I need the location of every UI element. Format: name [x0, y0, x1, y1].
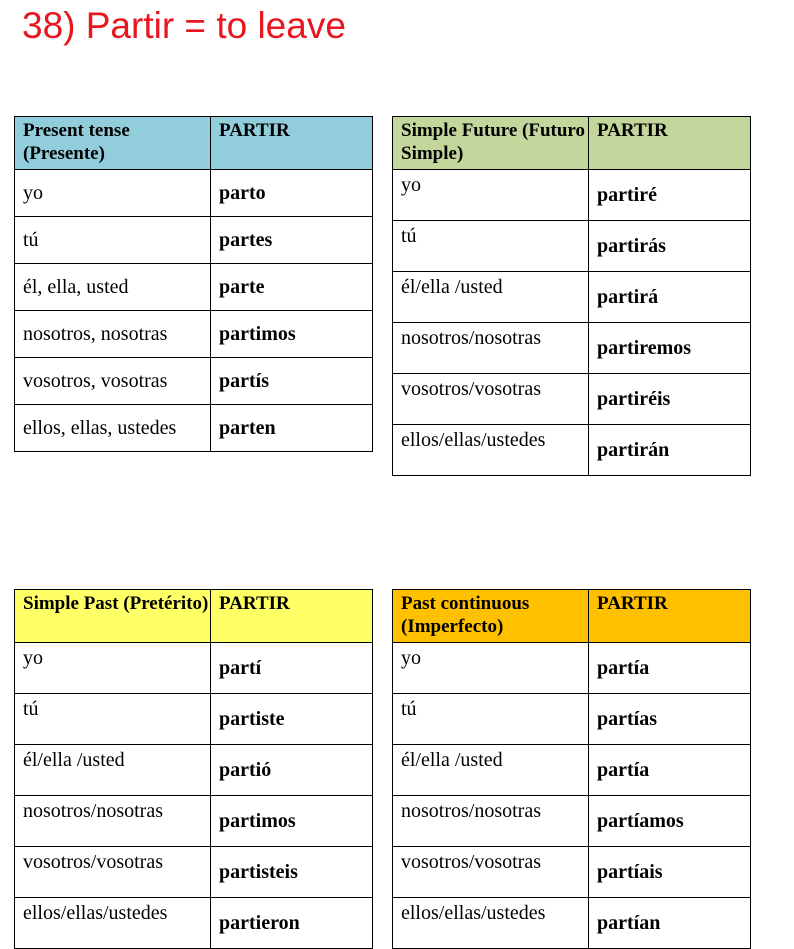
- page-title: 38) Partir = to leave: [22, 5, 346, 46]
- verb-form-cell: partirá: [589, 272, 751, 323]
- pronoun-cell: nosotros, nosotras: [15, 311, 211, 358]
- pronoun-cell: ellos/ellas/ustedes: [393, 898, 589, 949]
- table-row: [15, 796, 373, 847]
- tense-heading: Simple Past (Pretérito): [15, 590, 211, 643]
- pronoun-cell: tú: [393, 694, 589, 745]
- verb-heading: PARTIR: [589, 117, 751, 170]
- verb-form-cell: partiremos: [589, 323, 751, 374]
- table-row: [393, 745, 751, 796]
- pronoun-cell: él/ella /usted: [393, 272, 589, 323]
- table-row: [393, 847, 751, 898]
- table-row: [15, 847, 373, 898]
- simple-future-table: [392, 116, 751, 476]
- table-row: [15, 358, 373, 405]
- pronoun-cell: él/ella /usted: [393, 745, 589, 796]
- tense-heading: Past continuous (Imperfecto): [393, 590, 589, 643]
- past-continuous-table: [392, 589, 751, 949]
- verb-form-cell: partimos: [211, 796, 373, 847]
- pronoun-cell: tú: [15, 217, 211, 264]
- verb-form-cell: partíais: [589, 847, 751, 898]
- verb-heading: PARTIR: [211, 590, 373, 643]
- table-row: [15, 694, 373, 745]
- pronoun-cell: él, ella, usted: [15, 264, 211, 311]
- table-row: [15, 898, 373, 949]
- table-row: [15, 170, 373, 217]
- table-row: [393, 898, 751, 949]
- pronoun-cell: nosotros/nosotras: [15, 796, 211, 847]
- verb-form-cell: parten: [211, 405, 373, 452]
- table-row: [393, 170, 751, 221]
- verb-form-cell: partiréis: [589, 374, 751, 425]
- pronoun-cell: yo: [393, 170, 589, 221]
- table-header-row: [15, 590, 373, 643]
- verb-form-cell: partió: [211, 745, 373, 796]
- table-row: [393, 323, 751, 374]
- table-row: [393, 374, 751, 425]
- table-row: [15, 745, 373, 796]
- table-row: [15, 217, 373, 264]
- table-row: [393, 221, 751, 272]
- table-row: [393, 694, 751, 745]
- table-header-row: [15, 117, 373, 170]
- table-row: [393, 643, 751, 694]
- pronoun-cell: yo: [15, 643, 211, 694]
- pronoun-cell: ellos/ellas/ustedes: [393, 425, 589, 476]
- pronoun-cell: tú: [393, 221, 589, 272]
- tense-heading: Present tense (Presente): [15, 117, 211, 170]
- verb-form-cell: partías: [589, 694, 751, 745]
- verb-heading: PARTIR: [211, 117, 373, 170]
- verb-form-cell: partieron: [211, 898, 373, 949]
- pronoun-cell: él/ella /usted: [15, 745, 211, 796]
- table-row: [393, 272, 751, 323]
- verb-form-cell: partís: [211, 358, 373, 405]
- verb-form-cell: partían: [589, 898, 751, 949]
- pronoun-cell: nosotros/nosotras: [393, 796, 589, 847]
- table-row: [393, 425, 751, 476]
- table-header-row: [393, 117, 751, 170]
- pronoun-cell: ellos/ellas/ustedes: [15, 898, 211, 949]
- present-tense-table: [14, 116, 373, 452]
- table-row: [15, 311, 373, 358]
- verb-form-cell: partiste: [211, 694, 373, 745]
- verb-form-cell: partíamos: [589, 796, 751, 847]
- table-row: [15, 405, 373, 452]
- pronoun-cell: vosotros/vosotras: [15, 847, 211, 898]
- pronoun-cell: tú: [15, 694, 211, 745]
- table-row: [15, 264, 373, 311]
- verb-form-cell: parto: [211, 170, 373, 217]
- pronoun-cell: yo: [393, 643, 589, 694]
- verb-form-cell: partirán: [589, 425, 751, 476]
- tense-heading: Simple Future (Futuro Simple): [393, 117, 589, 170]
- simple-past-table: [14, 589, 373, 949]
- pronoun-cell: yo: [15, 170, 211, 217]
- table-row: [15, 643, 373, 694]
- verb-form-cell: partes: [211, 217, 373, 264]
- pronoun-cell: vosotros/vosotras: [393, 847, 589, 898]
- verb-form-cell: partía: [589, 745, 751, 796]
- table-row: [393, 796, 751, 847]
- verb-form-cell: parte: [211, 264, 373, 311]
- verb-form-cell: partirás: [589, 221, 751, 272]
- pronoun-cell: vosotros, vosotras: [15, 358, 211, 405]
- verb-form-cell: partiré: [589, 170, 751, 221]
- verb-heading: PARTIR: [589, 590, 751, 643]
- table-header-row: [393, 590, 751, 643]
- verb-form-cell: partía: [589, 643, 751, 694]
- pronoun-cell: nosotros/nosotras: [393, 323, 589, 374]
- verb-form-cell: partí: [211, 643, 373, 694]
- pronoun-cell: ellos, ellas, ustedes: [15, 405, 211, 452]
- verb-form-cell: partisteis: [211, 847, 373, 898]
- verb-form-cell: partimos: [211, 311, 373, 358]
- pronoun-cell: vosotros/vosotras: [393, 374, 589, 425]
